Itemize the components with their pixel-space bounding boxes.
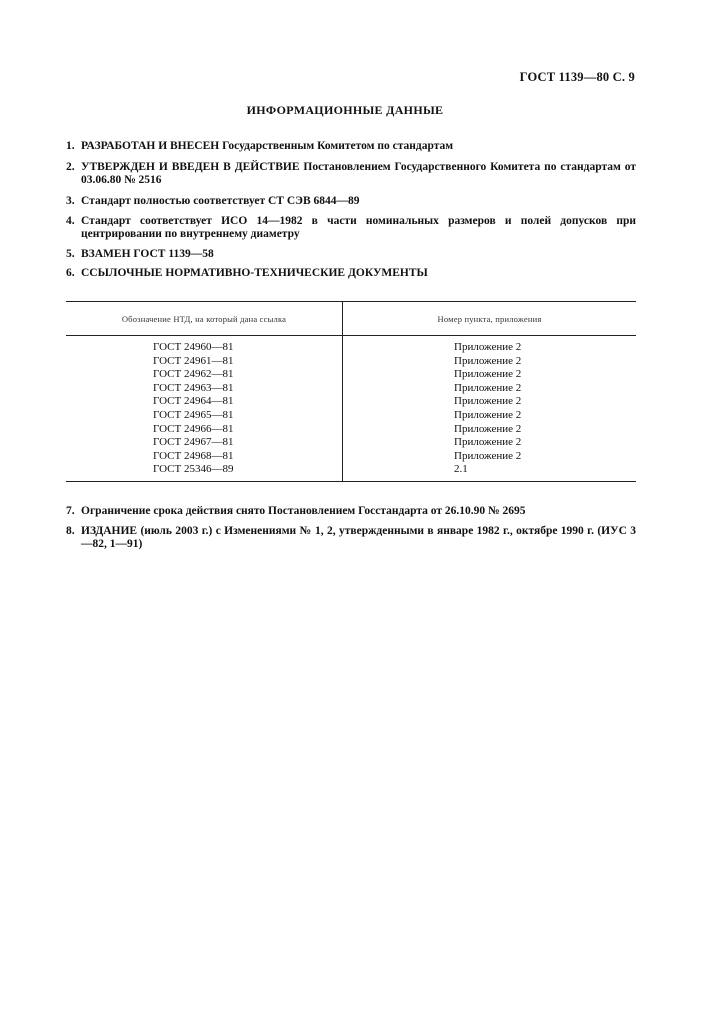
item-number: 3. bbox=[66, 195, 75, 207]
table-cell-clause: Приложение 2 bbox=[454, 368, 522, 381]
document-title: ИНФОРМАЦИОННЫЕ ДАННЫЕ bbox=[246, 103, 444, 117]
table-cell-clause: 2.1 bbox=[454, 463, 468, 476]
column-divider bbox=[342, 302, 343, 481]
item-5 bbox=[66, 248, 636, 261]
table-cell-clause: Приложение 2 bbox=[454, 395, 522, 408]
references-table bbox=[66, 301, 636, 482]
table-cell-clause: Приложение 2 bbox=[454, 381, 522, 394]
item-number: 6. bbox=[66, 267, 75, 279]
table-cell-clause: Приложение 2 bbox=[454, 354, 522, 367]
item-1 bbox=[66, 140, 636, 153]
item-number: 7. bbox=[66, 505, 75, 517]
table-cell-designation: ГОСТ 24967—81 bbox=[153, 436, 234, 449]
table-cell-designation: ГОСТ 24961—81 bbox=[153, 354, 234, 367]
item-text: Постановлением Государственного Комитета по стандартам от 03.06.80 № 2516 bbox=[81, 161, 636, 186]
table-cell-designation: ГОСТ 24962—81 bbox=[153, 368, 234, 381]
table-cell-clause: Приложение 2 bbox=[454, 436, 522, 449]
table-cell-designation: ГОСТ 24963—81 bbox=[153, 381, 234, 394]
item-2 bbox=[66, 161, 636, 187]
clause-column bbox=[454, 341, 521, 477]
item-6 bbox=[66, 267, 636, 280]
item-lead: ССЫЛОЧНЫЕ НОРМАТИВНО-ТЕХНИЧЕСКИЕ ДОКУМЕНТЫ bbox=[81, 267, 428, 279]
item-number: 5. bbox=[66, 248, 75, 260]
item-lead: ВЗАМЕН ГОСТ 1139—58 bbox=[81, 248, 214, 260]
item-number: 4. bbox=[66, 215, 75, 227]
item-text: Стандарт полностью соответствует СТ СЭВ 6844—89 bbox=[81, 195, 360, 207]
item-text: Ограничение срока действия снято Постановлением Госстандарта от 26.10.90 № 2695 bbox=[81, 505, 526, 517]
table-cell-designation: ГОСТ 25346—89 bbox=[153, 463, 234, 476]
designation-column bbox=[153, 341, 233, 477]
item-lead: ИЗДАНИЕ bbox=[81, 525, 138, 537]
item-lead: РАЗРАБОТАН И ВНЕСЕН bbox=[81, 140, 220, 152]
table-cell-designation: ГОСТ 24968—81 bbox=[153, 449, 234, 462]
header-document-designation: Обозначение НТД, на который дана ссылка bbox=[121, 314, 287, 324]
table-cell-clause: Приложение 2 bbox=[454, 449, 522, 462]
item-number: 2. bbox=[66, 161, 75, 173]
table-cell-designation: ГОСТ 24966—81 bbox=[153, 422, 234, 435]
header-rule bbox=[66, 335, 636, 336]
table-cell-designation: ГОСТ 24964—81 bbox=[153, 395, 234, 408]
header-clause-number: Номер пункта, приложения bbox=[437, 314, 542, 324]
item-number: 8. bbox=[66, 525, 75, 537]
table-cell-designation: ГОСТ 24965—81 bbox=[153, 408, 234, 421]
item-text: (июль 2003 г.) с Изменениями № 1, 2, утвержденными в январе 1982 г., октябре 1990 г. (ИУС 3—82, 1—91) bbox=[81, 525, 636, 550]
item-4 bbox=[66, 215, 636, 241]
page-header: ГОСТ 1139—80 С. 9 bbox=[519, 70, 635, 84]
table-cell-clause: Приложение 2 bbox=[454, 408, 522, 421]
item-8 bbox=[66, 525, 636, 551]
item-3 bbox=[66, 195, 636, 208]
item-text: Стандарт соответствует ИСО 14—1982 в части номинальных размеров и полей допусков при центрировании по внутреннему диаметру bbox=[81, 215, 636, 240]
table-cell-designation: ГОСТ 24960—81 bbox=[153, 341, 234, 353]
table-cell-clause: Приложение 2 bbox=[454, 341, 522, 353]
item-7 bbox=[66, 505, 636, 518]
table-cell-clause: Приложение 2 bbox=[454, 422, 522, 435]
item-number: 1. bbox=[66, 140, 75, 152]
item-text: Государственным Комитетом по стандартам bbox=[219, 140, 454, 152]
item-lead: УТВЕРЖДЕН И ВВЕДЕН В ДЕЙСТВИЕ bbox=[81, 161, 300, 173]
